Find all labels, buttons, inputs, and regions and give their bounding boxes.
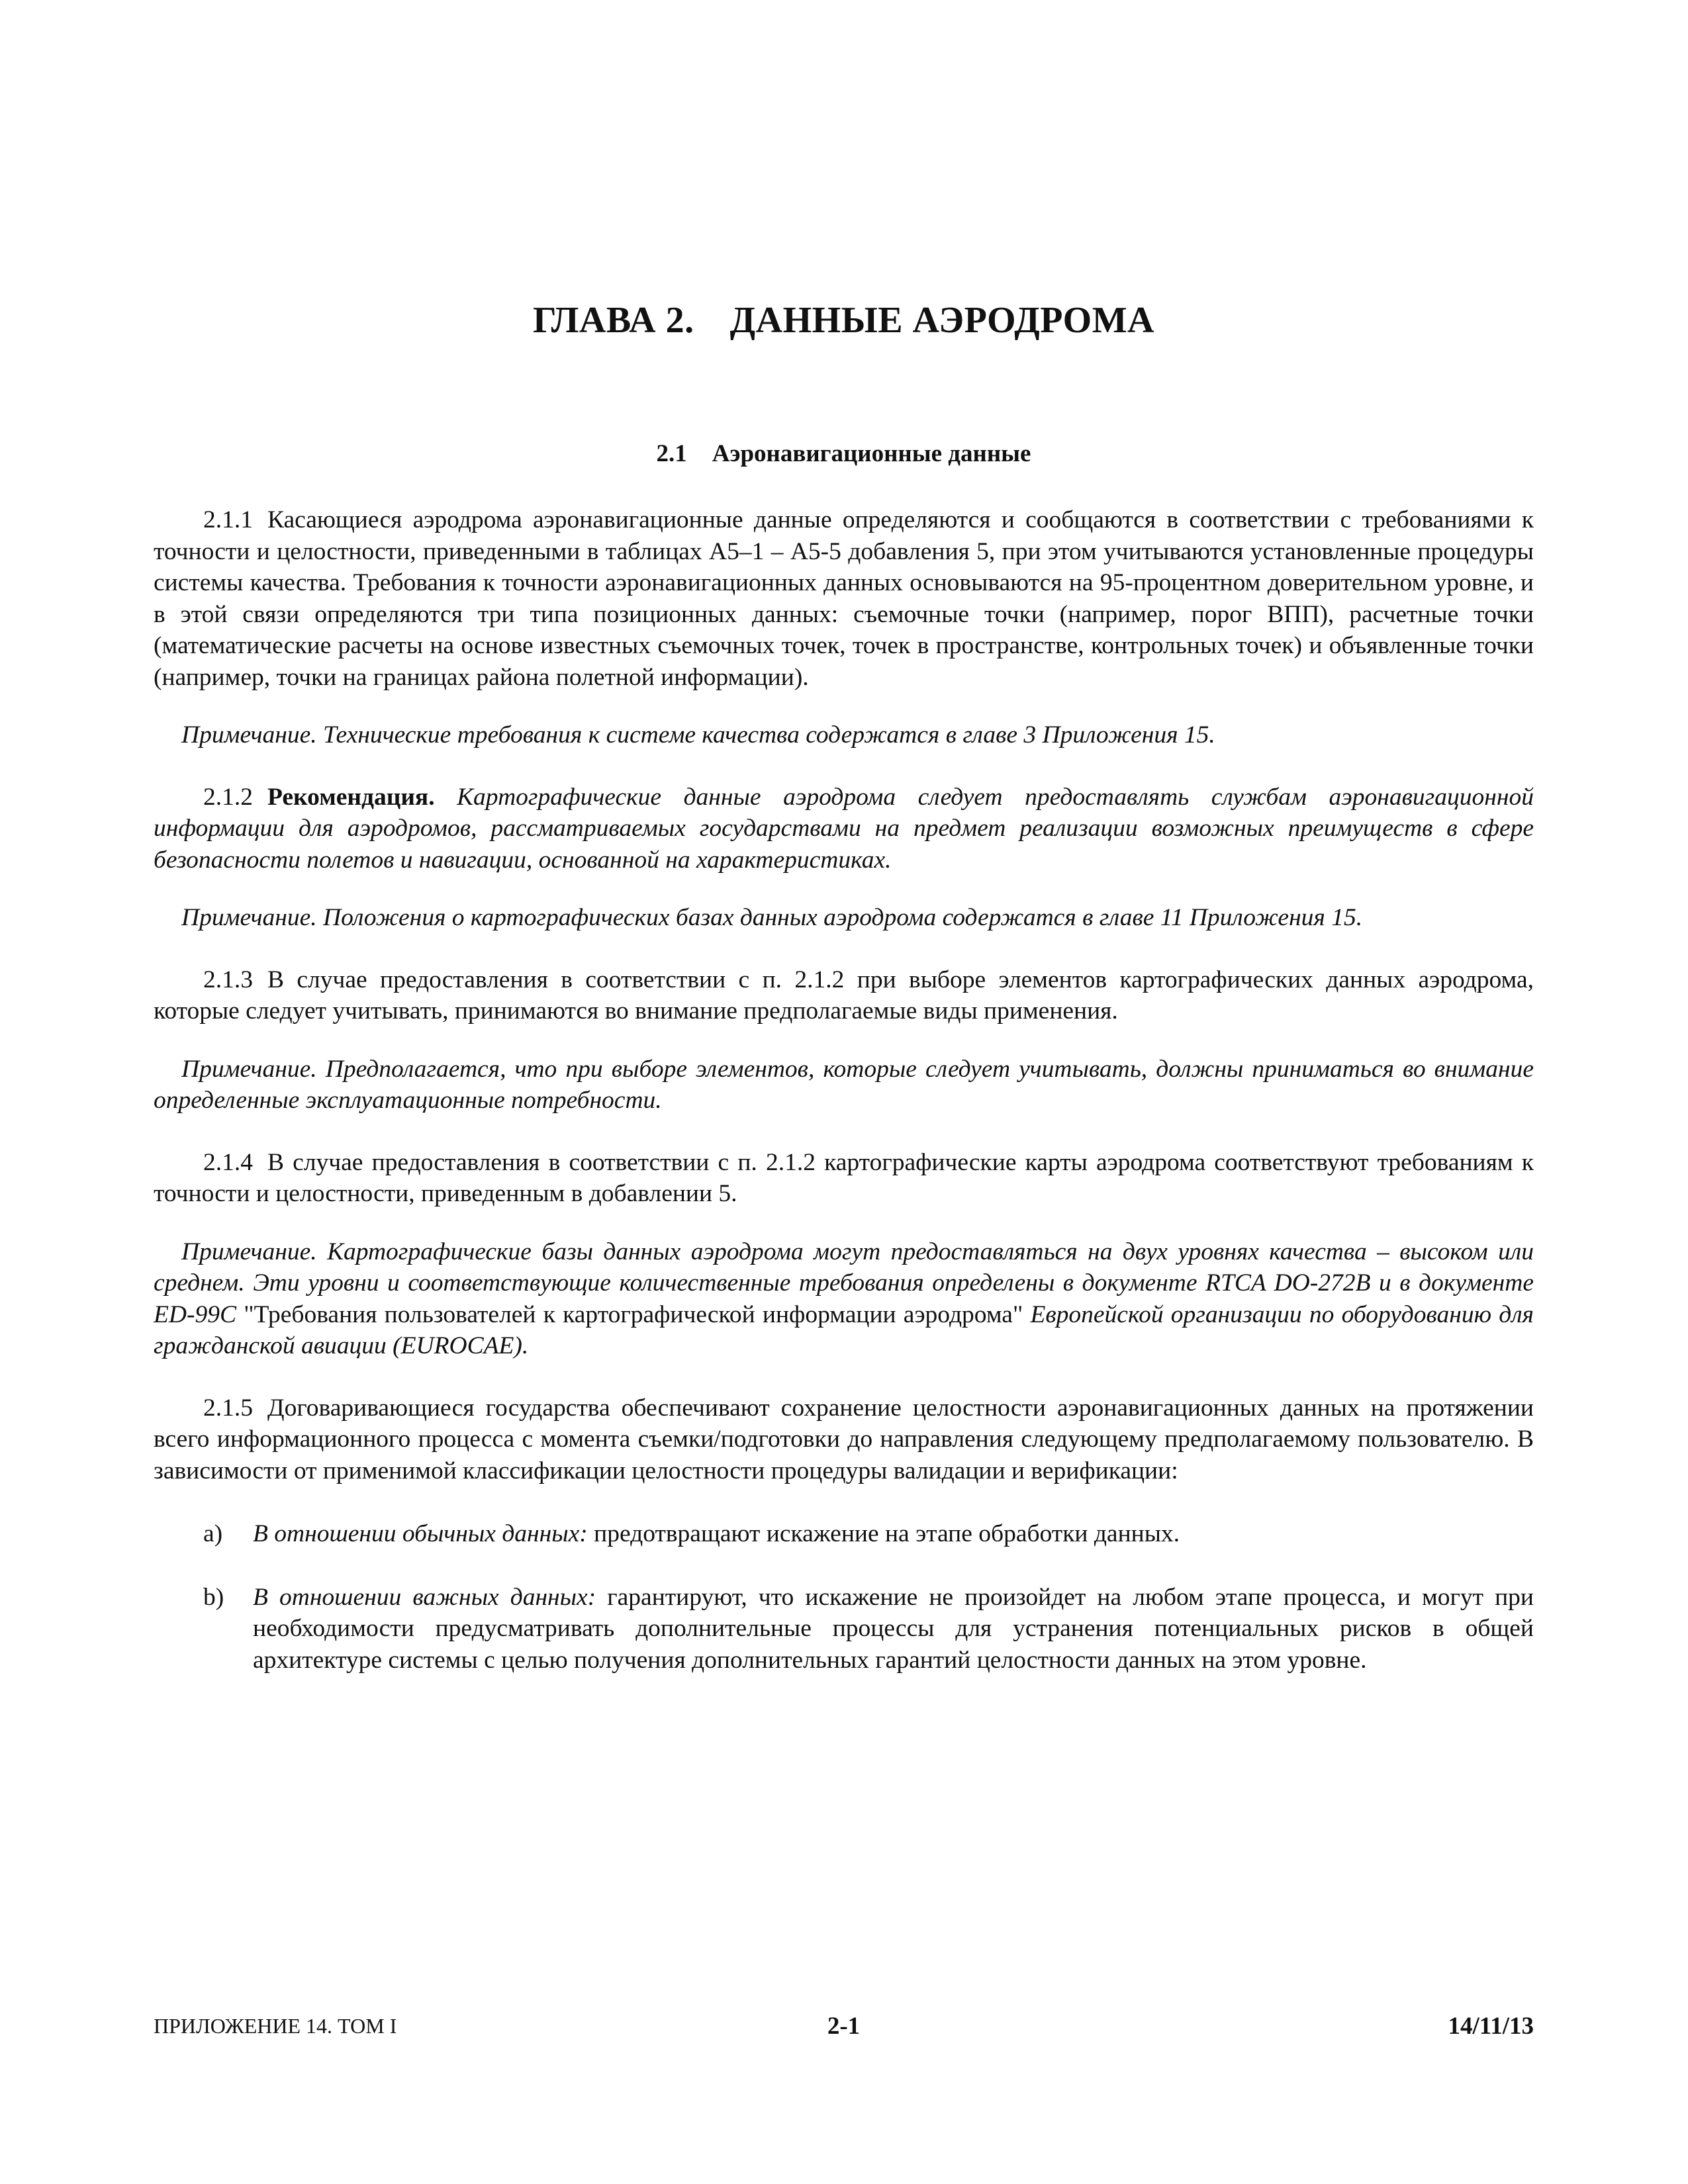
paragraph-text: В случае предоставления в соответствии с п. 2.1.2 при выборе элементов картографических данных аэродрома, которые следует учитывать, принимаются во внимание предполагаемые виды применения. <box>154 966 1534 1024</box>
document-title-quote: "Требования пользователей к картографической информации аэродрома" <box>244 1300 1023 1328</box>
recommendation-label: Рекомендация. <box>267 783 435 811</box>
paragraph-2-1-1 <box>154 504 1534 693</box>
paragraph-number: 2.1.2 <box>203 783 253 811</box>
list-item-b <box>154 1582 1534 1676</box>
section-number: 2.1 <box>656 440 687 467</box>
note-text: Примечание. Картографические базы данных аэродрома могут предоставляться на двух уровнях качества – высоком или среднем. Эти уровни и соответствующие количественные требования определены в документе RTCA DO-272B и в документе ED-99C <box>154 1238 1534 1328</box>
paragraph-number: 2.1.1 <box>203 506 253 533</box>
chapter-number: ГЛАВА 2. <box>533 300 694 341</box>
paragraph-number: 2.1.4 <box>203 1148 253 1176</box>
footer-document-name: ПРИЛОЖЕНИЕ 14. ТОМ I <box>154 2014 397 2038</box>
paragraph-2-1-3 <box>154 964 1534 1027</box>
paragraph-text: В случае предоставления в соответствии с п. 2.1.2 картографические карты аэродрома соответствуют требованиям к точности и целостности, приведенным в добавлении 5. <box>154 1148 1534 1207</box>
paragraph-number: 2.1.3 <box>203 966 253 993</box>
document-body <box>154 504 1534 1676</box>
paragraph-text: Договаривающиеся государства обеспечивают сохранение целостности аэронавигационных данных на протяжении всего информационного процесса с момента съемки/подготовки до направления следующему предполагаемому пользователю. В зависимости от применимой классификации целостности процедуры валидации и верификации: <box>154 1394 1534 1484</box>
list-item-lead: В отношении важных данных: <box>253 1583 596 1611</box>
list-item-text: гарантируют, что искажение не произойдет на любом этапе процесса, и могут при необходимости предусматривать дополнительные процессы для устранения потенциальных рисков в общей архитектуре системы с целью получения дополнительных гарантий целостности данных на этом уровне. <box>253 1583 1534 1674</box>
section-title <box>154 439 1534 468</box>
chapter-name: ДАННЫЕ АЭРОДРОМА <box>729 300 1154 341</box>
page-footer <box>154 2014 1534 2047</box>
chapter-title <box>154 299 1534 341</box>
paragraph-text: Картографические данные аэродрома следует предоставлять службам аэронавигационной информации для аэродромов, рассматриваемых государствами на предмет реализации возможных преимуществ в сфере безопасности полетов и навигации, основанной на характеристиках. <box>154 783 1534 874</box>
paragraph-number: 2.1.5 <box>203 1394 253 1422</box>
note-quality-levels <box>154 1236 1534 1362</box>
section-name: Аэронавигационные данные <box>712 440 1031 467</box>
note-quality-system: Примечание. Технические требования к системе качества содержатся в главе 3 Приложения 15. <box>181 721 1215 749</box>
list-marker: a) <box>203 1520 223 1547</box>
list-item-a <box>154 1518 1534 1550</box>
list-marker: b) <box>203 1583 224 1611</box>
document-page <box>154 0 1534 2184</box>
footer-date: 14/11/13 <box>1448 2013 1534 2040</box>
note-mapping-databases: Примечание. Положения о картографических базах данных аэродрома содержатся в главе 11 Приложения 15. <box>181 904 1363 931</box>
paragraph-text: Касающиеся аэродрома аэронавигационные данные определяются и сообщаются в соответствии с требованиями к точности и целостности, приведенными в таблицах А5–1 – А5-5 добавления 5, при этом учитываются установленные процедуры системы качества. Требования к точности аэронавигационных данных основываются на 95-процентном доверительном уровне, и в этой связи определяются три типа позиционных данных: съемочные точки (например, порог ВПП), расчетные точки (математические расчеты на основе известных съемочных точек, точек в пространстве, контрольных точек) и объявленные точки (например, точки на границах района полетной информации). <box>154 506 1534 691</box>
list-item-text: предотвращают искажение на этапе обработки данных. <box>587 1520 1180 1547</box>
note-operational-needs: Примечание. Предполагается, что при выборе элементов, которые следует учитывать, должны приниматься во внимание определенные эксплуатационные потребности. <box>154 1055 1534 1114</box>
paragraph-2-1-2 <box>154 782 1534 876</box>
paragraph-2-1-5 <box>154 1392 1534 1487</box>
paragraph-2-1-4 <box>154 1147 1534 1210</box>
note-text-end: Европейской организации по оборудованию для гражданской авиации (EUROCAE). <box>154 1300 1534 1359</box>
footer-page-number: 2-1 <box>827 2013 861 2040</box>
list-item-lead: В отношении обычных данных: <box>253 1520 588 1547</box>
